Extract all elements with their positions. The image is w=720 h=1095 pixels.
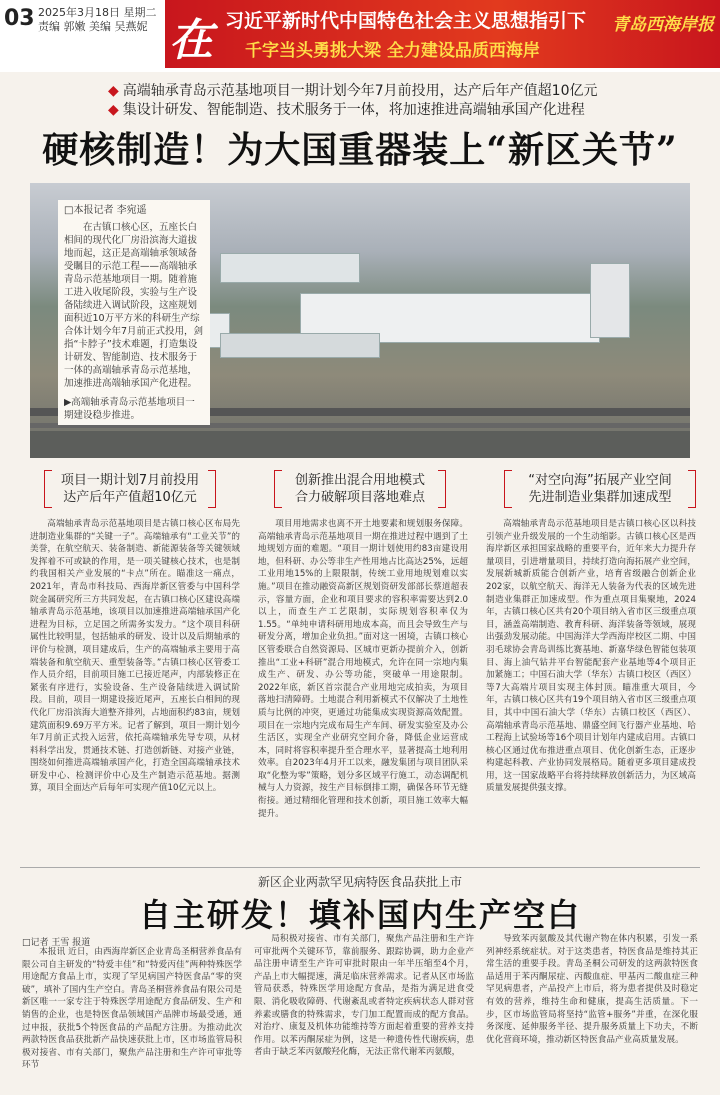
subhead-3-line1: “对空向海”拓展产业空间: [528, 473, 672, 488]
subhead-1: [50, 472, 210, 506]
subhead-2-line2: 合力破解项目落地难点: [294, 490, 425, 505]
story2-column-3: 导致苯丙氨酸及其代谢产物在体内积累，引发一系列神经系统症状。对于这类患者，特医食品是维持其正常生活的重要手段。青岛圣桐公司研发的这两款特医食品适用于苯丙酮尿症、丙酸血症、甲基丙二酸血症三种罕见病患者，产品投产上市后，将为患者提供及时稳定有效的营养，维持生命和健康，提高生活质量。下一步，区市场监管局将坚持“监管+服务”并重，在深化服务深度、延伸服务半径、提升服务质量上下功夫，不断优化营商环境，推动新区特医食品产业高质量发展。: [486, 934, 698, 1045]
subhead-1-line1: 项目一期计划7月前投用: [60, 473, 200, 488]
issue-date: 2025年3月18日 星期二: [38, 6, 157, 19]
headline-1: 硬核制造！为大国重器装上“新区关节”: [42, 129, 678, 171]
kicker-2: 新区企业两款罕见病特医食品获批上市: [257, 875, 462, 889]
subhead-2: [280, 472, 440, 506]
story2-column-1: 本报讯 近日，由西海岸新区企业青岛圣桐营养食品有限公司自主研发的“特爱丰佳”和“特爱丙佳”两种特殊医学用途配方食品上市，实现了罕见病国产特医食品“零的突破”，填补了国内生产空白。青岛圣桐营养食品有限公司是新区唯一一家专注于特殊医学用途配方食品研发、生产和销售的企业，也是特医食品领域国产品牌市场最受通，通过申报，获批5个特医食品的产品配方注册。为推动此次两款特医食品获批新产品快速获批上市，区市场监管局积极对接省、市有关部门，聚焦产品注册和生产许可审批等环节: [22, 947, 242, 1071]
banner-line-1: 习近平新时代中国特色社会主义思想指引下: [225, 10, 587, 32]
subtitle-2: ◆ 集设计研发、智能制造、技术服务于一体，将加速推进高端轴承国产化进程: [108, 102, 585, 118]
subhead-2-line1: 创新推出混合用地模式: [294, 473, 425, 488]
subhead-1-line2: 达产后年产值超10亿元: [63, 490, 197, 505]
editors: 责编 郭嫩 美编 吴燕妮: [38, 20, 148, 33]
subtitle-2-text: 集设计研发、智能制造、技术服务于一体，将加速推进高端轴承国产化进程: [122, 102, 585, 118]
masthead: [0, 0, 720, 72]
section-divider: [20, 867, 700, 868]
subtitle-1-text: 高端轴承青岛示范基地项目一期计划今年7月前投用，达产后年产值超10亿元: [122, 83, 598, 99]
banner: [165, 0, 720, 68]
banner-zai: 在: [169, 15, 213, 66]
banner-line-2: 千字当头勇挑大梁 全力建设品质西海岸: [245, 41, 540, 61]
page-number: 03: [4, 6, 35, 31]
story1-column-2: 项目用地需求也离不开土地要素和规划服务保障。高端轴承青岛示范基地项目一期在推进过程中遇到了土地规划方面的难题。“项目一期计划使用约83亩建设用地，但科研、办公等非生产性用地占比高达25%，远超工业用地15%的上限限制，传统工业用地规划难以实施。”项目在推动融资高新区规划资研发部部长蔡道超表示，容量方面，企业和项目要求的容积率需要达到2.0以上，而查生产工艺限制，实际规划容积率仅为1.55。“单纯申请科研用地成本高，而且会导致生产与研发分离，增加企业负担。”面对这一困境，古镇口核心区管委联合自然资源局、区城市更新办提前介入，创新推出“工业+科研”混合用地模式，允许在同一宗地内集成生产、研发、办公等功能，突破单一用途限制。2022年底，新区首宗混合产业用地完成拍卖，为项目落地扫清障碍。土地混合利用新模式不仅解决了土地性质与比例的冲突，更通过功能集成实现资源高效配置。项目在一宗地内完成布局生产车间、研发实验室及办公生活区，实现全产业研究空间介备，降低企业运营成本，同时将容积率提升至合理水平，显著提高土地利用效率。自2023年4月开工以来，融发集团与项目团队采取“化整为零”策略，划分多区域平行施工，动态调配机械与人力资源，按生产目标倒排工期，确保各环节无缝衔接。通过精细化管理和技术创新，项目施工效率大幅提升。: [258, 519, 468, 819]
subtitle-1: ◆ 高端轴承青岛示范基地项目一期计划今年7月前投用，达产后年产值超10亿元: [108, 83, 598, 99]
lead-caption-box: [58, 200, 210, 425]
lead-paragraph: 在古镇口核心区，五座长白相间的现代化厂房沿滨海大道拔地而起，这正是高端轴承领域备受瞩目的示范工程——高端轴承青岛示范基地项目一期。随着施工进入收尾阶段，实验与生产设备陆续进入调试阶段，这座规划面积近10万平方米的科研生产综合体计划今年7月前正式投用，剑指“卡脖子”技术难题，打造集设计研发、智能制造、技术服务于一体的高端轴承青岛示范基地，加速推进高端轴承国产化进程。: [64, 222, 204, 389]
story2-column-2: 局积极对接省、市有关部门，聚焦产品注册和生产许可审批两个关键环节，靠前服务、跟踪协调，助力企业产品注册申请至生产许可审批时限由一年半压缩至4个月，产品上市大幅提速，满足临床营养需求。记者从区市场监管局获悉，特殊医学用途配方食品，是指为满足进食受限、消化吸收障碍、代谢紊乱或者特定疾病状态人群对营养素或膳食的特殊需求，专门加工配置而成的配方食品。对治疗、康复及机体功能维持等方面起着重要的营养支持作用。以苯丙酮尿症为例，这是一种遗传性代谢疾病，患者由于缺乏苯丙氨酸羟化酶，无法正常代谢苯丙氨酸，: [254, 934, 474, 1058]
subhead-3: [510, 472, 690, 506]
subhead-3-line2: 先进制造业集群加速成型: [528, 490, 672, 505]
photo-caption: ▶高端轴承青岛示范基地项目一期建设稳步推进。: [64, 397, 195, 421]
byline-2: □记者 王雪 报道: [22, 938, 91, 948]
reporter-byline: □本报记者 李宛遥: [64, 205, 147, 216]
headline-2: 自主研发！填补国内生产空白: [138, 896, 581, 934]
story1-column-1: 高端轴承青岛示范基地项目是古镇口核心区布局先进制造业集群的“关键一子”。高端轴承有“工业关节”的美誉，在航空航天、装备制造、新能源装备等关键领域发挥着不可或缺的作用，是一项关键核心技术，也是制约我国相关产业发展的“卡点”所在。瞄准这一痛点，2021年，青岛市科技局、西海岸新区管委与中国科学院金属研究所三方共同发起，在古镇口核心区建设高端轴承青岛示范基地，该项目以加速推进高端轴承国产化进程为目标，立足国之所需务实发力。“这个项目科研属性比较明显，包括轴承的研发、设计以及后期轴承的评价与检测，项目建成后，生产的高端轴承主要用于高端装备和航空航天、重型装备等。”古镇口核心区管委工作人员介绍，目前项目施工已接近尾声，内部装修正在紧张有序进行，实验设备、生产设备陆续进入调试阶段。目前，项目一期建设接近尾声，五座长白相间的现代化厂房沿滨海大道整齐排列，占地面积约83亩，规划建筑面积9.69万平方米。记者了解到，项目一期计划今年7月前正式投入运营，依托高端轴承先导专项，从材料科学出发，贯通技术链、打造创新链、对接产业链，围绕如何推进高端轴承国产化，打造全国高端轴承技术研发中心、检测评价中心及生产制造示范基地。据测算，项目全面达产后每年可实现产值10亿元以上。: [30, 519, 240, 794]
newspaper-logo: 青岛西海岸报: [612, 15, 714, 35]
story1-column-3: 高端轴承青岛示范基地项目是古镇口核心区以科技引领产业升级发展的一个生动缩影。古镇口核心区是西海岸新区承担国家战略的重要平台，近年来大力提升存量项目，引进增量项目，持续打造向海拓展产业空间，发展新城新质能合创新产业，培育省级融合创新企业202家，以航空航天、海洋无人装备为代表的区域先进制造业集群正加速成型。作为重点项目集聚地，2024年，古镇口核心区共有20个项目纳入省市区三级重点项目，涵盖高端制造、教育科研、海洋装备等领域，展现出强劲发展动能。中国海洋大学西海岸校区二期、中国羽毛球协会青岛训练比赛基地、新嘉华绿色智能包装项目、海上油气钻井平台智能配套产业基地等4个项目正加紧施工；中国石油大学（华东）古镇口校区（西区）等7大高端片项目实现主体封顶。瞄准重大项目，今年，古镇口核心区共有19个项目纳入省市区三级重点项目，其中中国石油大学（华东）古镇口校区（西区）、高端轴承青岛示范基地、鼎盛空间飞行器产业基地、哈工程海上试验场等16个项目计划年内建成启用。古镇口核心区通过优布推进重点项目、优化创新生态，正逐步构建起科教、产业协同发展格局。随着更多项目建成投用，这一国家战略平台将持续释放创新活力，为区域高质量发展提供强支撑。: [486, 519, 696, 794]
date-info: [38, 6, 157, 34]
